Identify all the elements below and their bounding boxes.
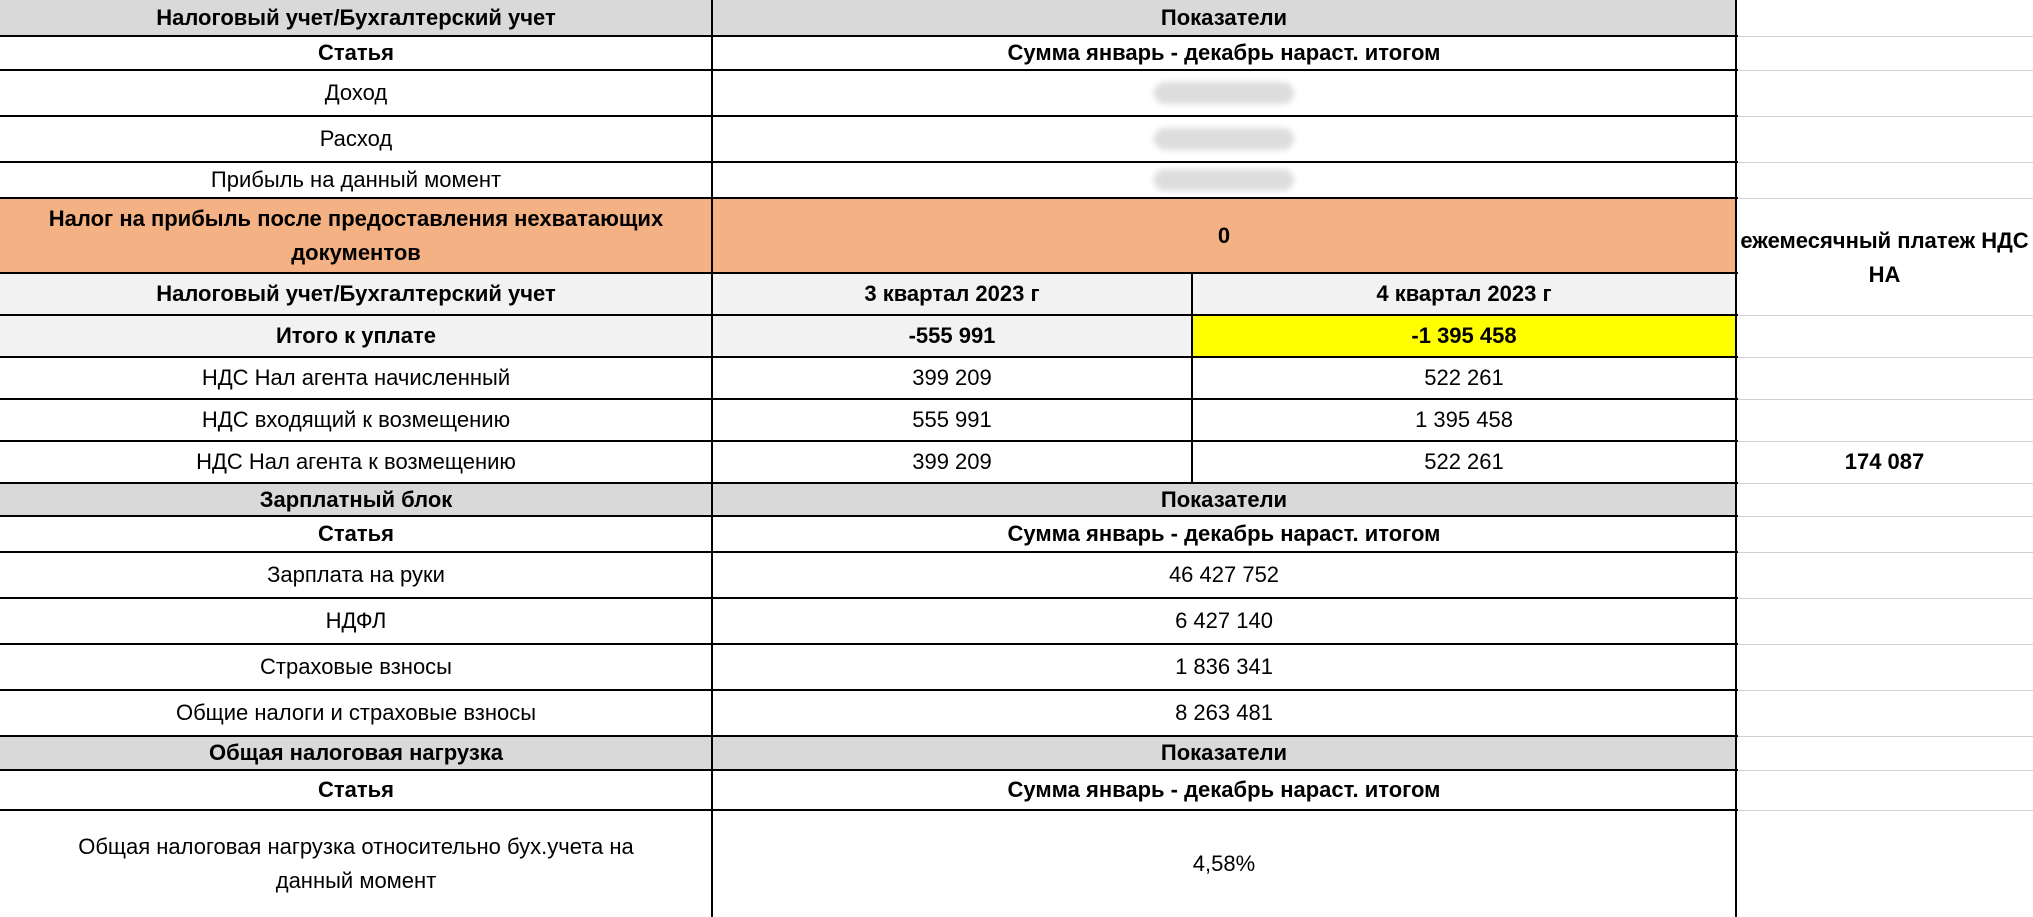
gridline [1736, 770, 2033, 771]
cell-salary-row4-value[interactable]: 8 263 481 [1175, 700, 1273, 725]
gridline [1736, 644, 2033, 645]
cell-load-header-right[interactable]: Показатели [712, 736, 1736, 770]
gridline [1736, 399, 2033, 400]
cell-vat-row1-q4[interactable]: 522 261 [1424, 365, 1504, 390]
cell-load-subheader-right[interactable]: Сумма январь - декабрь нараст. итогом [1007, 777, 1441, 802]
cell-vat-row3-q4[interactable]: 522 261 [1424, 449, 1504, 474]
cell-vat-row1-label[interactable]: НДС Нал агента начисленный [201, 365, 511, 390]
border-line [0, 551, 1738, 553]
cell-expense-value[interactable] [712, 116, 1736, 162]
gridline [1736, 736, 2033, 737]
gridline [1736, 690, 2033, 691]
border-line [0, 689, 1738, 691]
gridline [1736, 483, 2033, 484]
gridline [1736, 315, 2033, 316]
cell-salary-subheader-left[interactable]: Статья [317, 521, 395, 546]
cell-vat-row2-label[interactable]: НДС входящий к возмещению [201, 407, 511, 432]
cell-income-label[interactable]: Доход [324, 80, 388, 105]
redacted-value [1154, 128, 1294, 150]
cell-load-row-value[interactable]: 4,58% [1192, 850, 1256, 876]
cell-load-header-left[interactable]: Общая налоговая нагрузка [0, 736, 712, 770]
gridline [1736, 198, 2033, 199]
border-line [1735, 0, 1737, 917]
cell-tax-subheader-right[interactable]: Сумма январь - декабрь нараст. итогом [1007, 40, 1441, 65]
cell-vat-row2-q3[interactable]: 555 991 [912, 407, 992, 432]
cell-vat-q3-header[interactable]: 3 квартал 2023 г [712, 273, 1192, 315]
border-line [0, 735, 1738, 737]
gridline [1736, 116, 2033, 117]
gridline [1736, 70, 2033, 71]
cell-salary-row2-label[interactable]: НДФЛ [325, 608, 387, 633]
border-line [0, 597, 1738, 599]
border-line [0, 643, 1738, 645]
cell-salary-header-left[interactable]: Зарплатный блок [0, 483, 712, 516]
border-line [0, 356, 1738, 358]
border-line [0, 35, 1738, 37]
border-line [0, 398, 1738, 400]
border-line [0, 482, 1738, 484]
cell-monthly-payment-value[interactable]: 174 087 [1844, 449, 1925, 474]
border-line [0, 440, 1738, 442]
cell-salary-row1-value[interactable]: 46 427 752 [1168, 562, 1280, 587]
cell-tax-header-right[interactable]: Показатели [712, 0, 1736, 36]
cell-tax-subheader-left[interactable]: Статья [317, 40, 395, 65]
cell-salary-row3-label[interactable]: Страховые взносы [260, 654, 452, 679]
border-line [0, 69, 1738, 71]
gridline [1736, 441, 2033, 442]
gridline [1736, 36, 2033, 37]
gridline [1736, 552, 2033, 553]
cell-salary-header-right[interactable]: Показатели [712, 483, 1736, 516]
border-line [0, 809, 1738, 811]
cell-vat-total-q3[interactable]: -555 991 [712, 315, 1192, 357]
cell-expense-label[interactable]: Расход [319, 126, 393, 151]
redacted-value [1154, 169, 1294, 191]
cell-salary-row2-value[interactable]: 6 427 140 [1175, 608, 1273, 633]
cell-profit-label[interactable]: Прибыль на данный момент [210, 167, 502, 192]
cell-profit-tax-value[interactable]: 0 [712, 198, 1736, 273]
cell-salary-subheader-right[interactable]: Сумма январь - декабрь нараст. итогом [1007, 521, 1441, 546]
border-line [0, 272, 1738, 274]
cell-profit-value[interactable] [712, 162, 1736, 198]
cell-monthly-payment-note[interactable]: ежемесячный платеж НДС НА [1740, 228, 2029, 287]
cell-income-value[interactable] [712, 70, 1736, 116]
cell-vat-q4-header[interactable]: 4 квартал 2023 г [1192, 273, 1736, 315]
gridline [1736, 598, 2033, 599]
border-line [0, 314, 1738, 316]
gridline [1736, 162, 2033, 163]
cell-salary-row4-label[interactable]: Общие налоги и страховые взносы [175, 700, 537, 725]
cell-vat-row2-q4[interactable]: 1 395 458 [1415, 407, 1513, 432]
cell-load-row-label[interactable]: Общая налоговая нагрузка относительно бух.учета на данный момент [78, 833, 634, 893]
cell-load-subheader-left[interactable]: Статья [317, 777, 395, 802]
border-line [0, 161, 1738, 163]
cell-vat-row3-q3[interactable]: 399 209 [912, 449, 992, 474]
border-line [0, 769, 1738, 771]
cell-vat-header-left[interactable]: Налоговый учет/Бухгалтерский учет [0, 273, 712, 315]
cell-tax-header-left[interactable]: Налоговый учет/Бухгалтерский учет [0, 0, 712, 36]
cell-vat-total-q4[interactable]: -1 395 458 [1192, 315, 1736, 357]
border-line [0, 115, 1738, 117]
border-line [1191, 273, 1193, 483]
border-line [711, 0, 713, 917]
redacted-value [1154, 82, 1294, 104]
cell-salary-row3-value[interactable]: 1 836 341 [1175, 654, 1273, 679]
cell-vat-row3-label[interactable]: НДС Нал агента к возмещению [196, 449, 516, 474]
border-line [0, 197, 1738, 199]
gridline [1736, 516, 2033, 517]
gridline [1736, 357, 2033, 358]
gridline [1736, 810, 2033, 811]
cell-vat-total-label[interactable]: Итого к уплате [0, 315, 712, 357]
cell-salary-row1-label[interactable]: Зарплата на руки [267, 562, 445, 587]
border-line [0, 515, 1738, 517]
cell-vat-row1-q3[interactable]: 399 209 [912, 365, 992, 390]
cell-profit-tax-label[interactable]: Налог на прибыль после предоставления нехватающих документов [0, 198, 712, 273]
